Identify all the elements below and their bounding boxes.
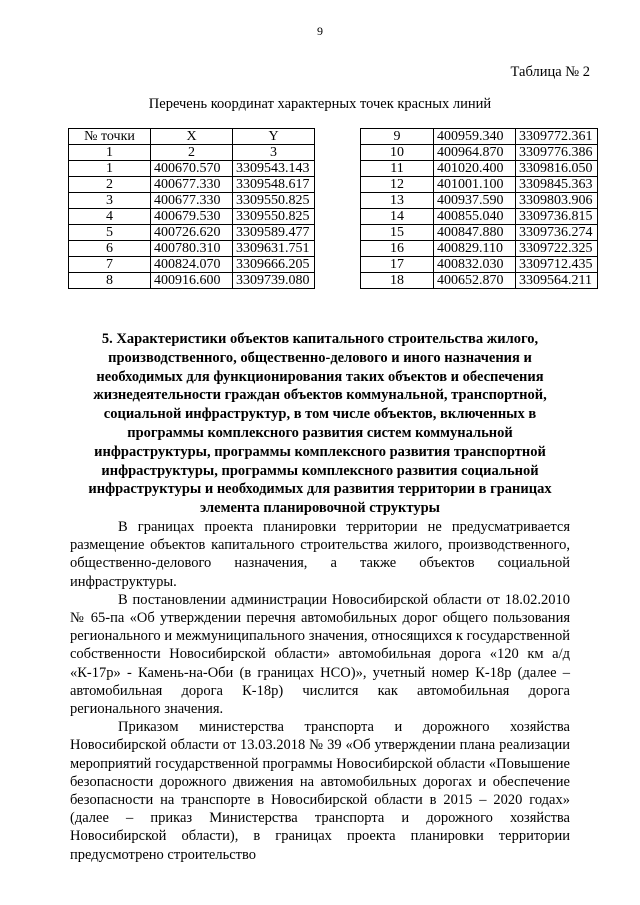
table-row xyxy=(69,241,315,257)
table-row xyxy=(361,145,598,161)
y-coordinate-cell: 3309666.205 xyxy=(233,257,315,273)
x-coordinate-cell: 400964.870 xyxy=(434,145,516,161)
coordinates-table-right xyxy=(360,128,598,289)
y-coordinate-cell: 3309548.617 xyxy=(233,177,315,193)
x-coordinate-cell: 400677.330 xyxy=(151,193,233,209)
point-number-cell: 4 xyxy=(69,209,151,225)
table-row xyxy=(69,257,315,273)
point-number-cell: 14 xyxy=(361,209,434,225)
body-text xyxy=(70,518,570,864)
x-coordinate-cell: 400959.340 xyxy=(434,129,516,145)
y-coordinate-cell: 3309739.080 xyxy=(233,273,315,289)
table-row xyxy=(361,129,598,145)
index-cell: 3 xyxy=(233,145,315,161)
point-number-cell: 17 xyxy=(361,257,434,273)
y-coordinate-cell: 3309543.143 xyxy=(233,161,315,177)
table-row xyxy=(69,193,315,209)
point-number-cell: 6 xyxy=(69,241,151,257)
x-coordinate-cell: 400780.310 xyxy=(151,241,233,257)
table-row xyxy=(361,193,598,209)
point-number-cell: 16 xyxy=(361,241,434,257)
table-row xyxy=(69,273,315,289)
y-coordinate-cell: 3309845.363 xyxy=(516,177,598,193)
y-coordinate-cell: 3309589.477 xyxy=(233,225,315,241)
point-number-cell: 13 xyxy=(361,193,434,209)
x-coordinate-cell: 401001.100 xyxy=(434,177,516,193)
x-coordinate-cell: 400855.040 xyxy=(434,209,516,225)
point-number-cell: 9 xyxy=(361,129,434,145)
header-x: X xyxy=(151,129,233,145)
coordinates-table-left xyxy=(68,128,315,289)
table-row xyxy=(361,209,598,225)
table-row xyxy=(69,177,315,193)
index-cell: 1 xyxy=(69,145,151,161)
point-number-cell: 2 xyxy=(69,177,151,193)
table-row xyxy=(69,225,315,241)
paragraph: В постановлении администрации Новосибирской области от 18.02.2010 № 65-па «Об утверждении перечня автомобильных дорог общего пользования регионального и межмуниципального значения, относящихся к государственной собственности Новосибирской области» автомобильная дорога «120 км а/д «К-17р» - Камень-на-Оби (в границах НСО)», учетный номер К-18р (далее – автомобильная дорога К-18р) числится как автомобильная дорога регионального значения. xyxy=(70,591,570,718)
header-point-number: № точки xyxy=(69,129,151,145)
table-row xyxy=(361,177,598,193)
table-row xyxy=(361,241,598,257)
point-number-cell: 1 xyxy=(69,161,151,177)
table-title: Перечень координат характерных точек красных линий xyxy=(148,96,492,112)
y-coordinate-cell: 3309803.906 xyxy=(516,193,598,209)
y-coordinate-cell: 3309772.361 xyxy=(516,129,598,145)
y-coordinate-cell: 3309631.751 xyxy=(233,241,315,257)
y-coordinate-cell: 3309736.274 xyxy=(516,225,598,241)
y-coordinate-cell: 3309736.815 xyxy=(516,209,598,225)
point-number-cell: 3 xyxy=(69,193,151,209)
point-number-cell: 15 xyxy=(361,225,434,241)
table-row xyxy=(361,225,598,241)
table-row xyxy=(69,209,315,225)
x-coordinate-cell: 400829.110 xyxy=(434,241,516,257)
table-header-row xyxy=(69,129,315,145)
index-cell: 2 xyxy=(151,145,233,161)
x-coordinate-cell: 400832.030 xyxy=(434,257,516,273)
y-coordinate-cell: 3309564.211 xyxy=(516,273,598,289)
x-coordinate-cell: 400677.330 xyxy=(151,177,233,193)
table-caption: Таблица № 2 xyxy=(510,64,590,80)
header-y: Y xyxy=(233,129,315,145)
y-coordinate-cell: 3309776.386 xyxy=(516,145,598,161)
table-row xyxy=(361,257,598,273)
x-coordinate-cell: 400937.590 xyxy=(434,193,516,209)
x-coordinate-cell: 400670.570 xyxy=(151,161,233,177)
x-coordinate-cell: 401020.400 xyxy=(434,161,516,177)
y-coordinate-cell: 3309816.050 xyxy=(516,161,598,177)
y-coordinate-cell: 3309712.435 xyxy=(516,257,598,273)
point-number-cell: 10 xyxy=(361,145,434,161)
table-row xyxy=(361,161,598,177)
point-number-cell: 12 xyxy=(361,177,434,193)
y-coordinate-cell: 3309550.825 xyxy=(233,193,315,209)
y-coordinate-cell: 3309722.325 xyxy=(516,241,598,257)
point-number-cell: 8 xyxy=(69,273,151,289)
x-coordinate-cell: 400652.870 xyxy=(434,273,516,289)
point-number-cell: 5 xyxy=(69,225,151,241)
paragraph: В границах проекта планировки территории не предусматривается размещение объектов капитального строительства жилого, производственного, общественно-делового назначения, а также объектов социальной инфраструктуры. xyxy=(70,519,570,590)
paragraph: Приказом министерства транспорта и дорожного хозяйства Новосибирской области от 13.03.2018 № 39 «Об утверждении плана реализации мероприятий государственной программы Новосибирской области «Повышение безопасности дорожного движения на автомобильных дорогах и обеспечение безопасности на транспорте в Новосибирской области в 2015 – 2020 годах» (далее – приказ Министерства транспорта и дорожного хозяйства Новосибирской области), в границах проекта планировки территории предусмотрено строительство xyxy=(70,719,570,863)
point-number-cell: 11 xyxy=(361,161,434,177)
point-number-cell: 7 xyxy=(69,257,151,273)
x-coordinate-cell: 400726.620 xyxy=(151,225,233,241)
table-row xyxy=(69,161,315,177)
table-index-row xyxy=(69,145,315,161)
section-heading: 5. Характеристики объектов капитального строительства жилого, производственного, общественно-делового и иного назначения и необходимых для функционирования таких объектов и обеспечения жизнедеятельности граждан объектов коммунальной, транспортной, социальной инфраструктур, в том числе объектов, включенных в программы комплексного развития систем коммунальной инфраструктуры, программы комплексного развития транспортной инфраструктуры, программы комплексного развития социальной инфраструктуры и необходимых для развития территории в границах элемента планировочной структуры xyxy=(88,331,552,517)
table-row xyxy=(361,273,598,289)
point-number-cell: 18 xyxy=(361,273,434,289)
page-number: 9 xyxy=(317,24,323,38)
x-coordinate-cell: 400916.600 xyxy=(151,273,233,289)
x-coordinate-cell: 400679.530 xyxy=(151,209,233,225)
y-coordinate-cell: 3309550.825 xyxy=(233,209,315,225)
x-coordinate-cell: 400824.070 xyxy=(151,257,233,273)
x-coordinate-cell: 400847.880 xyxy=(434,225,516,241)
